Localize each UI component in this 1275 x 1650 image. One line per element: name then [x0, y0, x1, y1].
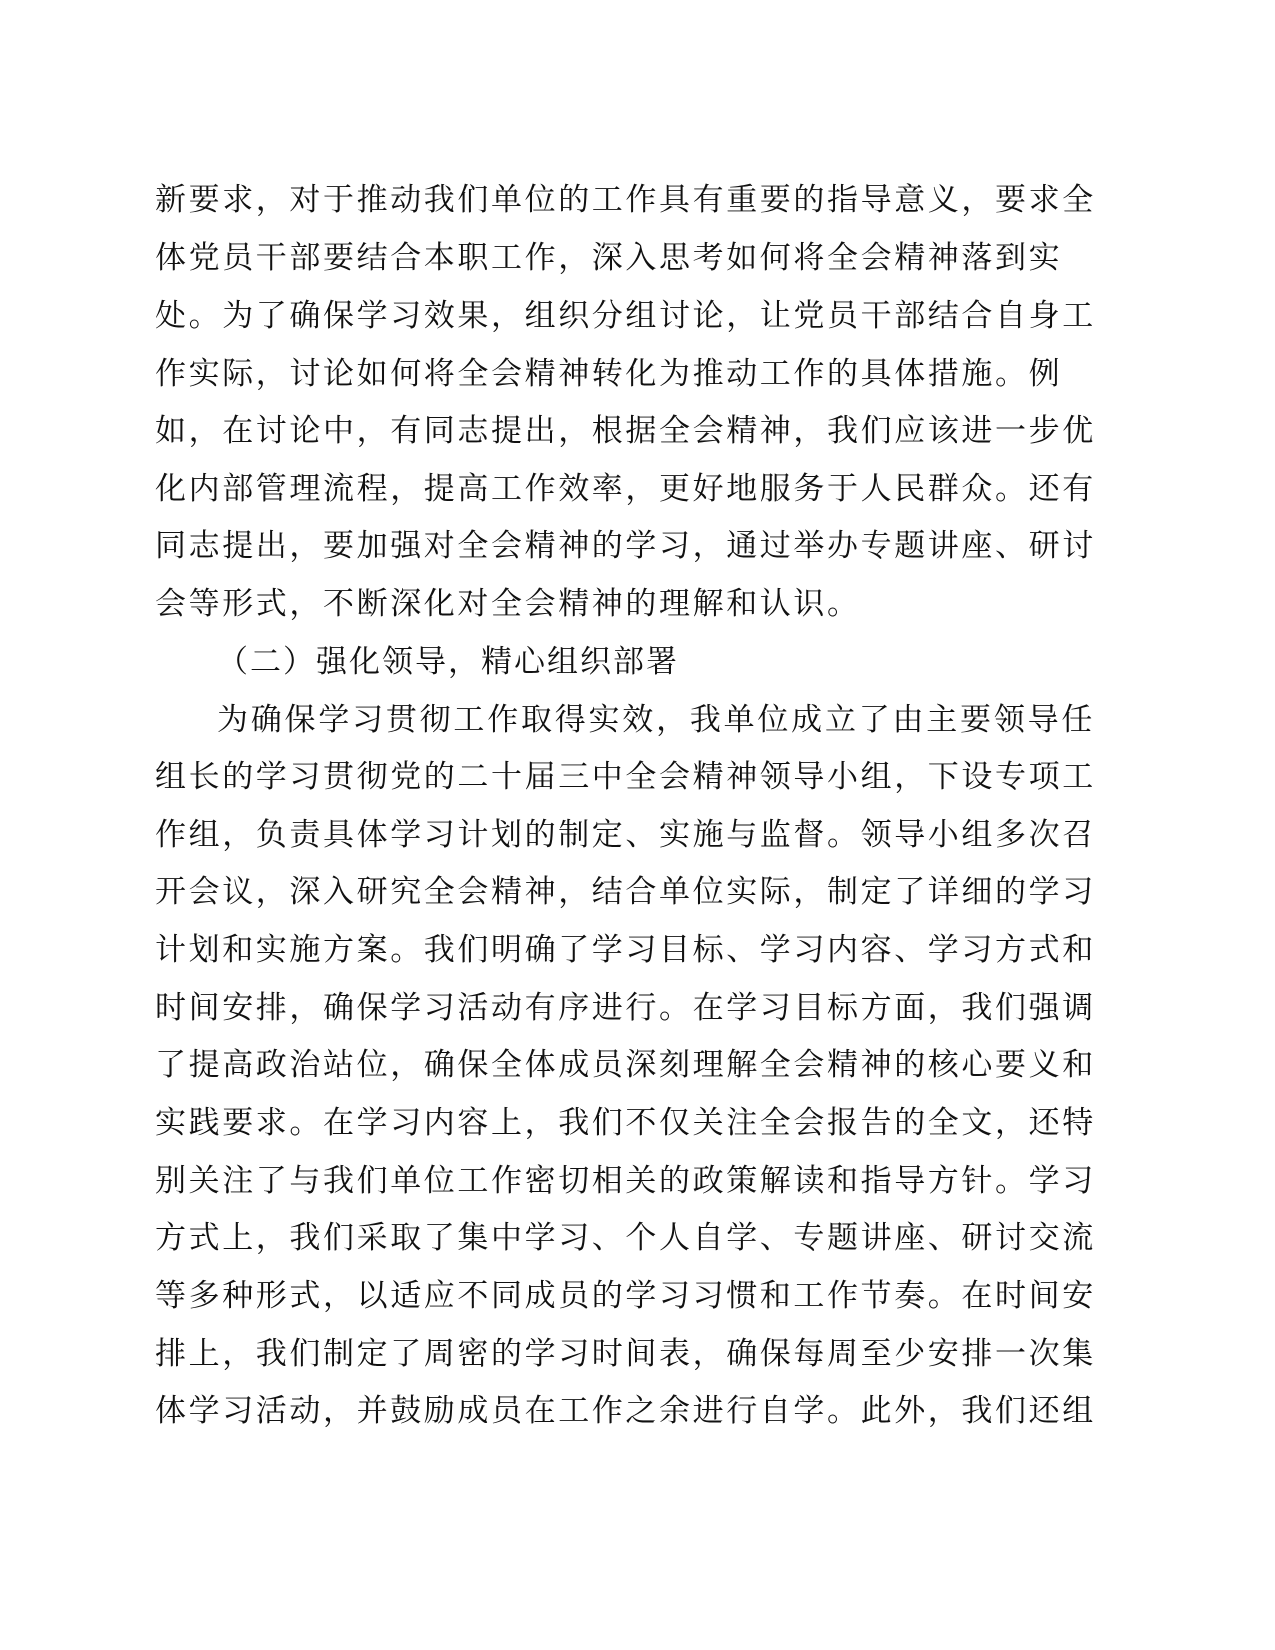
body-text-line-8: 会等形式，不断深化对全会精神的理解和认识。	[155, 586, 861, 622]
body-text-line-7: 同志提出，要加强对全会精神的学习，通过举办专题讲座、研讨	[155, 528, 1096, 564]
body-text-line-6: 化内部管理流程，提高工作效率，更好地服务于人民群众。还有	[155, 471, 1096, 507]
body-text-line-16: 实践要求。在学习内容上，我们不仅关注全会报告的全文，还特	[155, 1105, 1096, 1141]
body-text-line-1: 新要求，对于推动我们单位的工作具有重要的指导意义，要求全	[155, 182, 1096, 218]
body-text-line-2: 体党员干部要结合本职工作，深入思考如何将全会精神落到实	[155, 240, 1063, 276]
section-heading: （二）强化领导，精心组织部署	[217, 644, 679, 680]
body-text-line-19: 等多种形式，以适应不同成员的学习习惯和工作节奏。在时间安	[155, 1278, 1096, 1314]
body-text-line-12: 开会议，深入研究全会精神，结合单位实际，制定了详细的学习	[155, 874, 1096, 910]
body-text-line-5: 如，在讨论中，有同志提出，根据全会精神，我们应该进一步优	[155, 413, 1096, 449]
body-text-line-11: 作组，负责具体学习计划的制定、实施与监督。领导小组多次召	[155, 817, 1096, 853]
body-text-line-10: 组长的学习贯彻党的二十届三中全会精神领导小组，下设专项工	[155, 759, 1096, 795]
body-text-line-15: 了提高政治站位，确保全体成员深刻理解全会精神的核心要义和	[155, 1047, 1096, 1083]
body-text-line-18: 方式上，我们采取了集中学习、个人自学、专题讲座、研讨交流	[155, 1220, 1096, 1256]
body-text-line-20: 排上，我们制定了周密的学习时间表，确保每周至少安排一次集	[155, 1336, 1096, 1372]
body-text-line-3: 处。为了确保学习效果，组织分组讨论，让党员干部结合自身工	[155, 298, 1096, 334]
body-text-line-13: 计划和实施方案。我们明确了学习目标、学习内容、学习方式和	[155, 932, 1096, 968]
paragraph-first-line: 为确保学习贯彻工作取得实效，我单位成立了由主要领导任	[217, 702, 1095, 738]
body-text-line-4: 作实际，讨论如何将全会精神转化为推动工作的具体措施。例	[155, 356, 1063, 392]
body-text-line-17: 别关注了与我们单位工作密切相关的政策解读和指导方针。学习	[155, 1163, 1096, 1199]
body-text-line-14: 时间安排，确保学习活动有序进行。在学习目标方面，我们强调	[155, 990, 1096, 1026]
body-text-line-21: 体学习活动，并鼓励成员在工作之余进行自学。此外，我们还组	[155, 1393, 1096, 1429]
